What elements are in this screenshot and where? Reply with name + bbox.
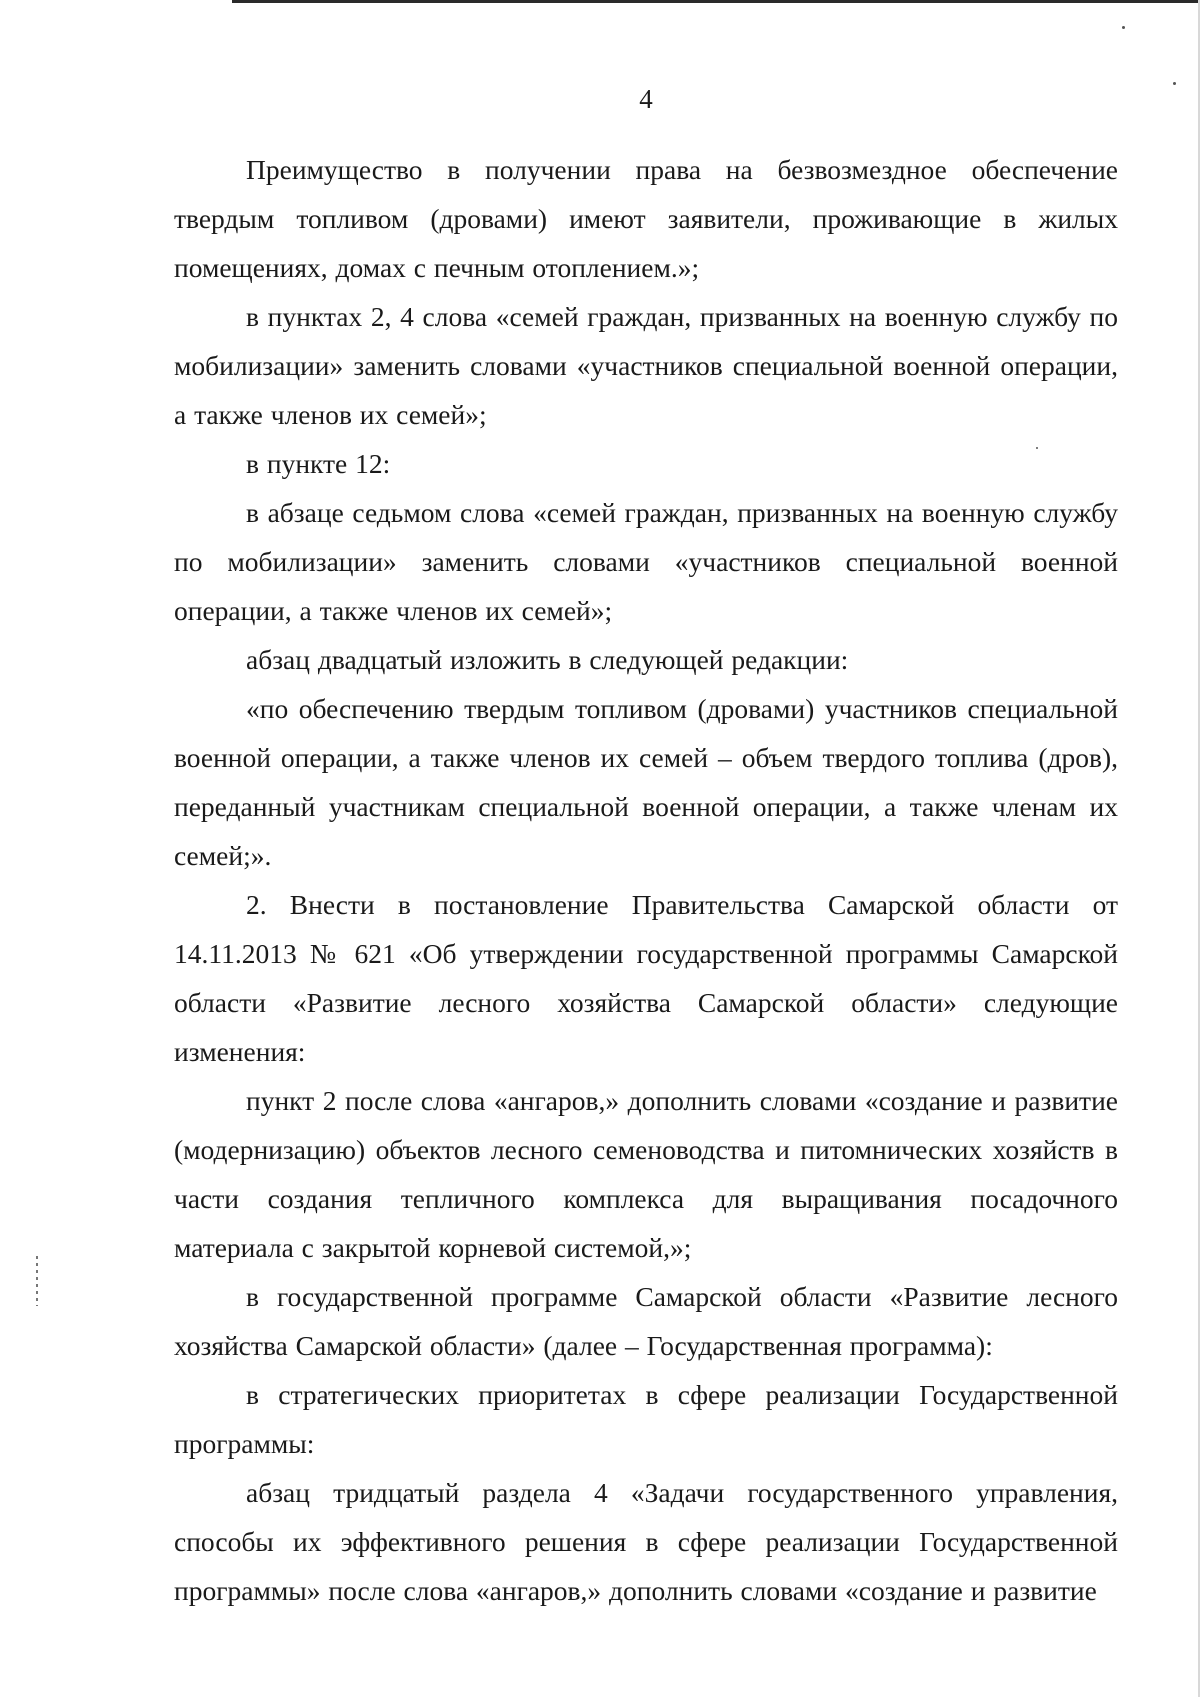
paragraph: в абзаце седьмом слова «семей граждан, призванных на военную службу по мобилизации» заменить словами «участников специальной военной операции, а также членов их семей»; bbox=[174, 497, 1118, 626]
scan-margin-dots bbox=[36, 1256, 38, 1306]
scan-top-edge bbox=[232, 0, 1200, 3]
paragraph: «по обеспечению твердым топливом (дровами) участников специальной военной операции, а также членов их семей – объем твердого топлива (дров), переданный участникам специальной военной операции, а также членам их семей;». bbox=[174, 693, 1118, 871]
paragraph: в государственной программе Самарской области «Развитие лесного хозяйства Самарской области» (далее – Государственная программа): bbox=[174, 1281, 1118, 1361]
paragraph: в пунктах 2, 4 слова «семей граждан, призванных на военную службу по мобилизации» заменить словами «участников специальной военной операции, а также членов их семей»; bbox=[174, 301, 1118, 430]
paragraph: в стратегических приоритетах в сфере реализации Государственной программы: bbox=[174, 1379, 1118, 1459]
paragraph: 2. Внести в постановление Правительства Самарской области от 14.11.2013 № 621 «Об утверждении государственной программы Самарской области «Развитие лесного хозяйства Самарской области» следующие изменения: bbox=[174, 889, 1118, 1067]
paragraph: Преимущество в получении права на безвозмездное обеспечение твердым топливом (дровами) имеют заявители, проживающие в жилых помещениях, домах с печным отоплением.»; bbox=[174, 154, 1118, 283]
document-body bbox=[174, 145, 1118, 1615]
paragraph: в пункте 12: bbox=[246, 448, 391, 479]
page-number: 4 bbox=[639, 84, 653, 114]
paragraph: абзац тридцатый раздела 4 «Задачи государственного управления, способы их эффективного решения в сфере реализации Государственной программы» после слова «ангаров,» дополнить словами «создание и развитие bbox=[174, 1477, 1118, 1606]
paragraph: пункт 2 после слова «ангаров,» дополнить словами «создание и развитие (модернизацию) объектов лесного семеноводства и питомнических хозяйств в части создания тепличного комплекса для выращивания посадочного материала с закрытой корневой системой,»; bbox=[174, 1085, 1118, 1263]
scan-speck bbox=[1122, 26, 1125, 29]
paragraph: абзац двадцатый изложить в следующей редакции: bbox=[246, 644, 849, 675]
